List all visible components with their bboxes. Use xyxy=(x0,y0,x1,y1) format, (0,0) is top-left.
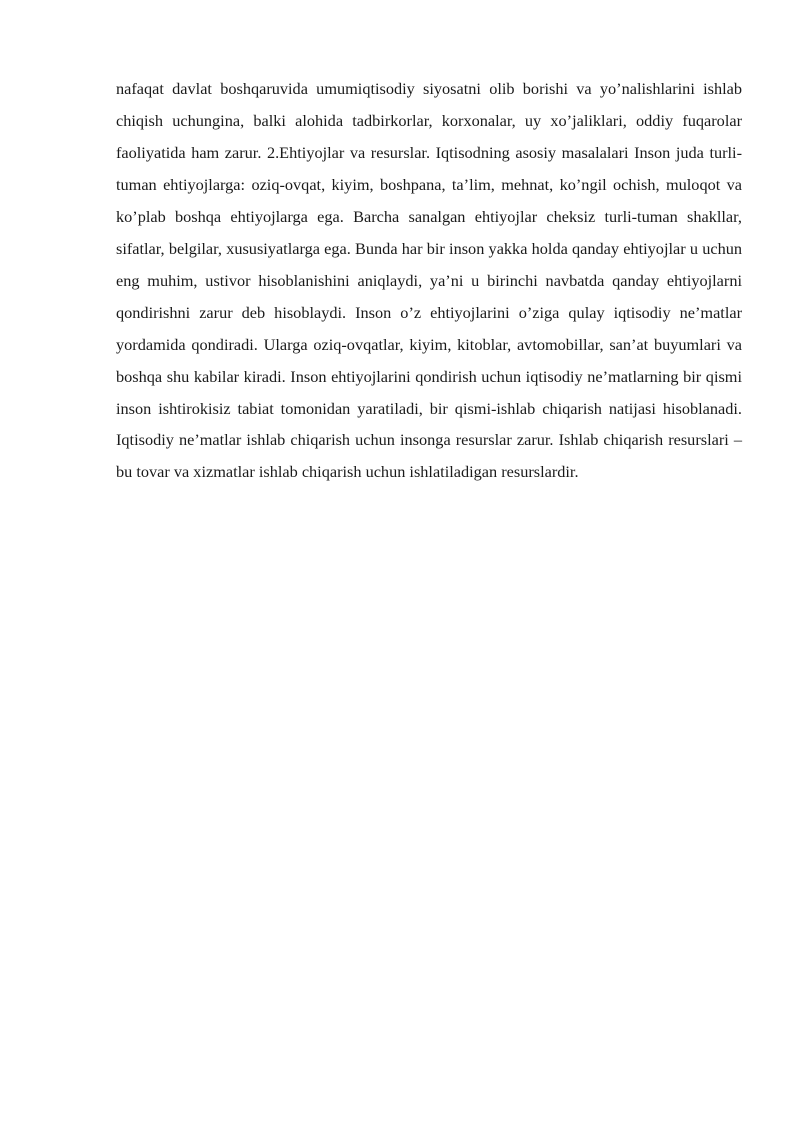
body-paragraph: nafaqat davlat boshqaruvida umumiqtisodiy siyosatni olib borishi va yo’nalishlarini ishlab chiqish uchungina, balki alohida tadbirkorlar, korxonalar, uy xo’jaliklari, oddiy fuqarolar faoliyatida ham zarur. 2.Ehtiyojlar va resurslar. Iqtisodning asosiy masalalari Inson juda turli-tuman ehtiyojlarga: oziq-ovqat, kiyim, boshpana, ta’lim, mehnat, ko’ngil ochish, muloqot va ko’plab boshqa ehtiyojlarga ega. Barcha sanalgan ehtiyojlar cheksiz turli-tuman shakllar, sifatlar, belgilar, xususiyatlarga ega. Bunda har bir inson yakka holda qanday ehtiyojlar u uchun eng muhim, ustivor hisoblanishini aniqlaydi, ya’ni u birinchi navbatda qanday ehtiyojlarni qondirishni zarur deb hisoblaydi. Inson o’z ehtiyojlarini o’ziga qulay iqtisodiy ne’matlar yordamida qondiradi. Ularga oziq-ovqatlar, kiyim, kitoblar, avtomobillar, san’at buyumlari va boshqa shu kabilar kiradi. Inson ehtiyojlarini qondirish uchun iqtisodiy ne’matlarning bir qismi inson ishtirokisiz tabiat tomonidan yaratiladi, bir qismi-ishlab chiqarish natijasi hisoblanadi. Iqtisodiy ne’matlar ishlab chiqarish uchun insonga resurslar zarur. Ishlab chiqarish resurslari – bu tovar va xizmatlar ishlab chiqarish uchun ishlatiladigan resurslardir. xyxy=(116,79,742,482)
